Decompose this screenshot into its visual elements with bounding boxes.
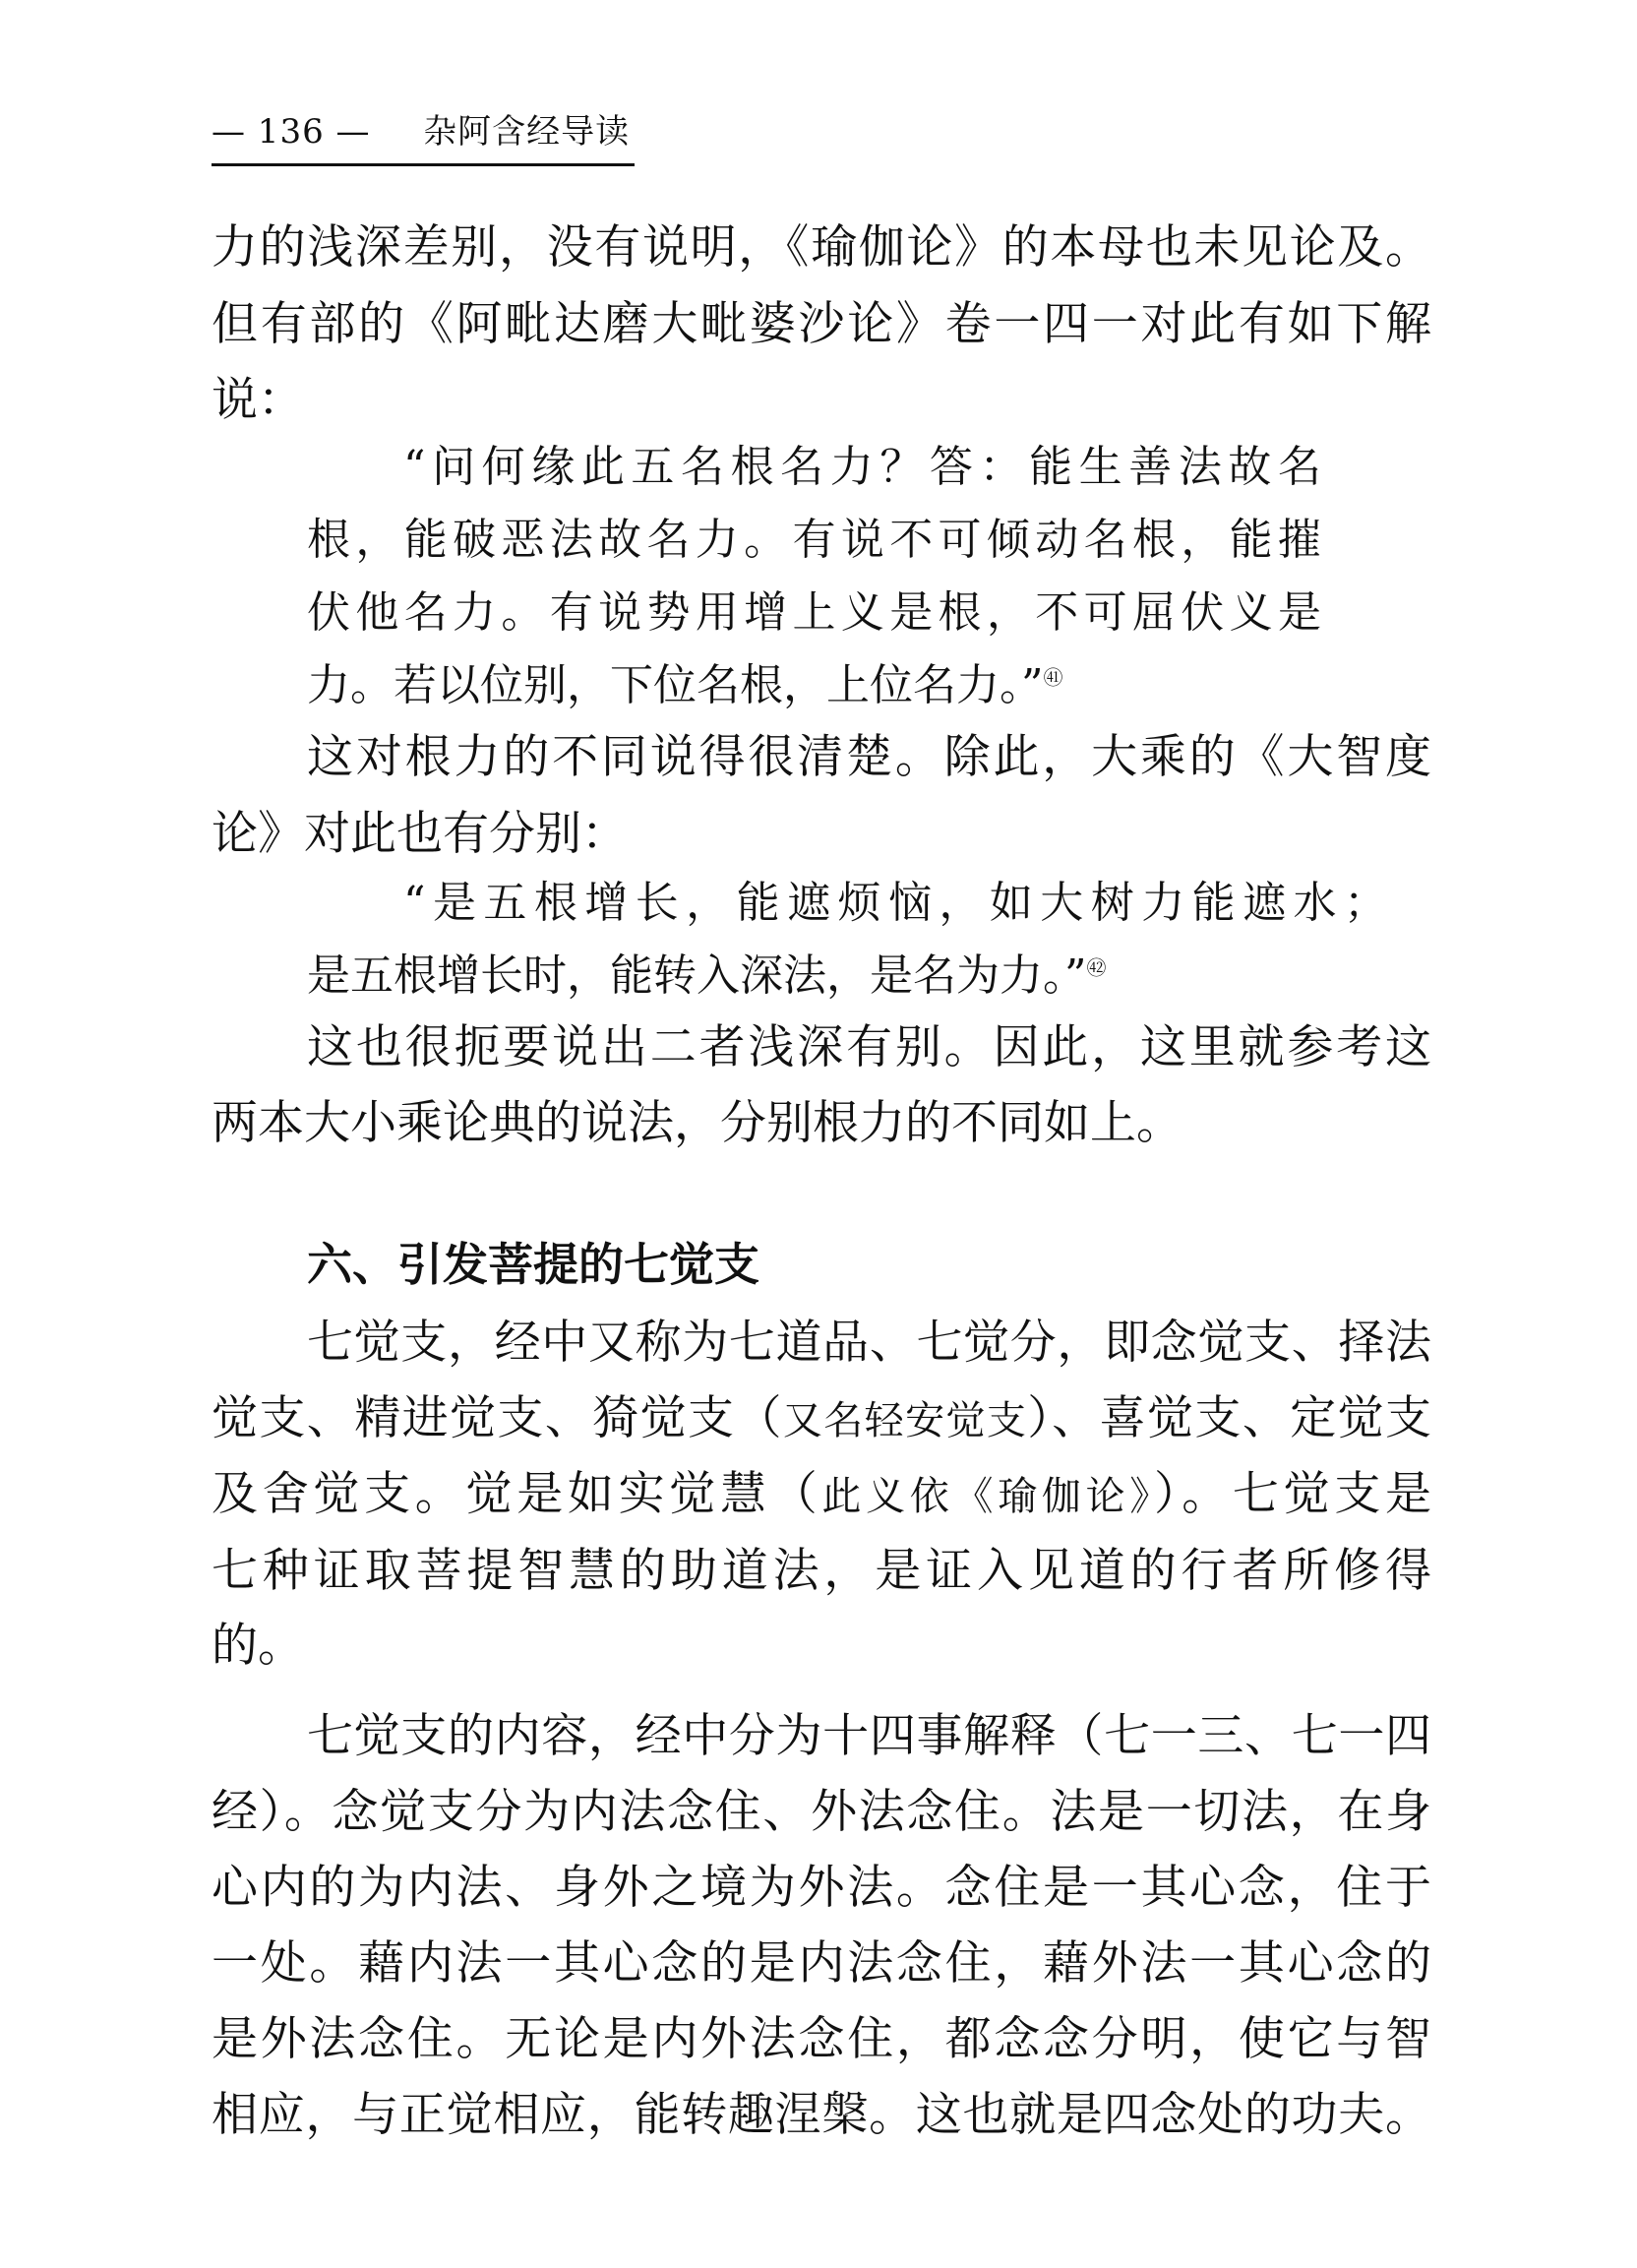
text-line: 是外法念住。无论是内外法念住，都念念分明，使它与智: [212, 2012, 1431, 2066]
text-line: 两本大小乘论典的说法，分别根力的不同如上。: [212, 1096, 1182, 1150]
text-line: 经）。念觉支分为内法念住、外法念住。法是一切法，在身: [212, 1785, 1431, 1839]
header-rule: [212, 163, 635, 166]
quote-line: 伏他名力。有说势用增上义是根，不可屈伏义是: [307, 587, 1321, 638]
text-line: 七觉支，经中又称为七道品、七觉分，即念觉支、择法: [307, 1316, 1431, 1370]
quote-line: 是五根增长时，能转入深法，是名为力。”$^㊷$: [307, 950, 1107, 1001]
text-line: 一处。藉内法一其心念的是内法念住，藉外法一其心念的: [212, 1936, 1431, 1991]
section-heading: 六、引发菩提的七觉支: [307, 1238, 759, 1291]
book-title: 杂阿含经导读: [423, 112, 631, 152]
text-line: 力的浅深差别，没有说明，《瑜伽论》的本母也未见论及。: [212, 220, 1431, 275]
page-number: — 136 —: [212, 112, 371, 152]
text-line: 觉支、精进觉支、猗觉支（又名轻安觉支）、喜觉支、定觉支: [212, 1391, 1432, 1445]
text-line: 论》对此也有分别：: [212, 807, 628, 861]
text-line: 七种证取菩提智慧的助道法，是证入见道的行者所修得: [212, 1544, 1431, 1598]
text-line: 说：: [212, 373, 304, 427]
text-line: 但有部的《阿毗达磨大毗婆沙论》卷一四一对此有如下解: [212, 297, 1431, 351]
quote-line: “问何缘此五名根名力？答：能生善法故名: [403, 442, 1321, 492]
text-line: 这也很扼要说出二者浅深有别。因此，这里就参考这: [307, 1020, 1431, 1074]
inline-note: 此义依《瑜伽论》: [821, 1474, 1155, 1519]
quote-line: 力。若以位别，下位名根，上位名力。”$^㊶$: [307, 660, 1063, 710]
text-line: 七觉支的内容，经中分为十四事解释（七一三、七一四: [307, 1709, 1431, 1763]
text-line: 心内的为内法、身外之境为外法。念住是一其心念，住于: [212, 1861, 1431, 1915]
footnote-marker: ㊶: [1043, 665, 1063, 690]
quote-line: 根，能破恶法故名力。有说不可倾动名根，能摧: [307, 515, 1321, 565]
inline-note: 又名轻安觉支: [782, 1398, 1028, 1443]
running-header: [212, 110, 1431, 153]
footnote-marker: ㊷: [1086, 955, 1107, 980]
text-line: 及舍觉支。觉是如实觉慧（此义依《瑜伽论》）。七觉支是: [212, 1467, 1432, 1521]
text-line: 这对根力的不同说得很清楚。除此，大乘的《大智度: [307, 730, 1431, 784]
text-line: 的。: [212, 1619, 304, 1673]
quote-line: “是五根增长，能遮烦恼，如大树力能遮水；: [403, 878, 1387, 928]
text-line: 相应，与正觉相应，能转趣涅槃。这也就是四念处的功夫。: [212, 2088, 1431, 2142]
